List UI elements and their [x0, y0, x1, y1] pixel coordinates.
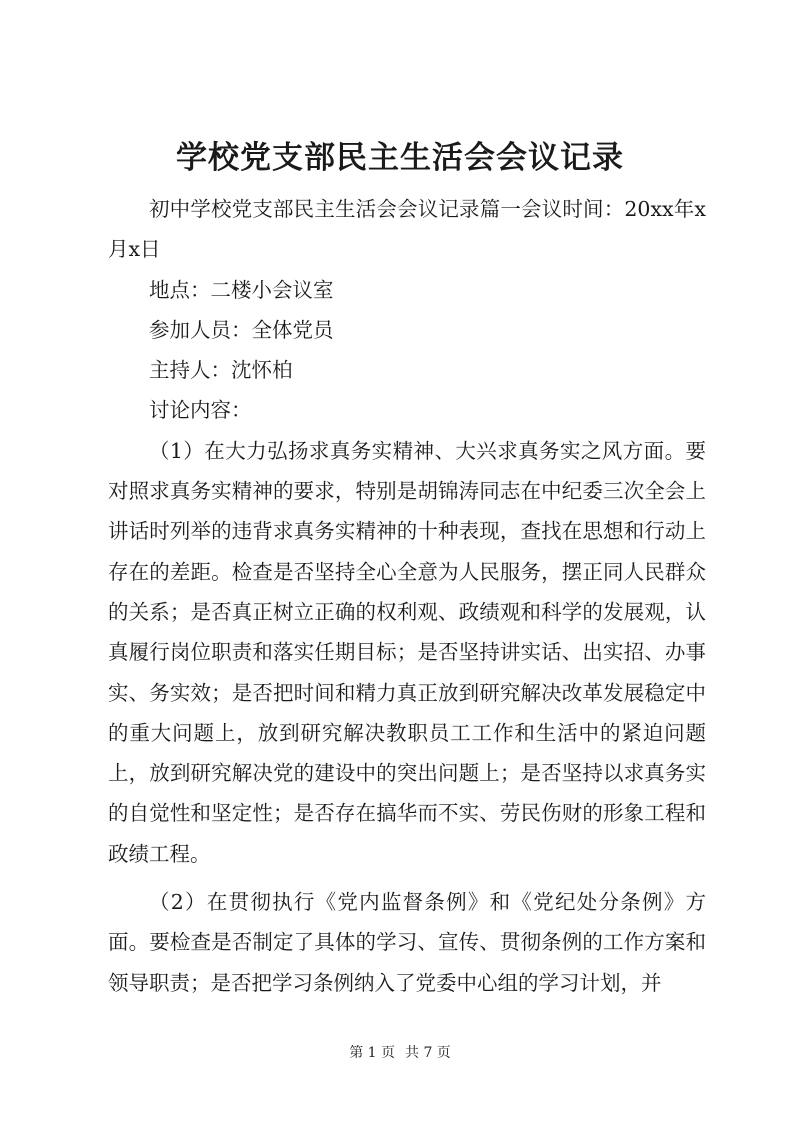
document-title: 学校党支部民主生活会会议记录 — [176, 140, 624, 176]
document-body — [108, 189, 706, 1003]
discussion-paragraph-2: （2）在贯彻执行《党内监督条例》和《党纪处分条例》方面。要检查是否制定了具体的学习、宣传、贯彻条例的工作方案和领导职责；是否把学习条例纳入了党委中心组的学习计划，并 — [108, 890, 706, 995]
discussion-paragraph-1: （1）在大力弘扬求真务实精神、大兴求真务实之风方面。要对照求真务实精神的要求，特别是胡锦涛同志在中纪委三次全会上讲话时列举的违背求真务实精神的十种表现，查找在思想和行动上存在的差距。检查是否坚持全心全意为人民服务，摆正同人民群众的关系；是否真正树立正确的权利观、政绩观和科学的发展观，认真履行岗位职责和落实任期目标；是否坚持讲实话、出实招、办事实、务实效；是否把时间和精力真正放到研究解决改革发展稳定中的重大问题上，放到研究解决教职员工工作和生活中的紧迫问题上，放到研究解决党的建设中的突出问题上；是否坚持以求真务实的自觉性和坚定性；是否存在搞华而不实、劳民伤财的形象工程和政绩工程。 — [108, 438, 706, 866]
intro-line: 初中学校党支部民主生活会会议记录篇一会议时间：20xx年x月x日 — [108, 197, 706, 262]
meeting-host: 主持人：沈怀柏 — [149, 358, 293, 383]
meeting-attendees: 参加人员：全体党员 — [149, 317, 334, 342]
page-total: 共 7 页 — [405, 1045, 451, 1061]
discussion-heading: 讨论内容： — [149, 398, 252, 423]
page-footer — [0, 1043, 800, 1063]
page-number: 第 1 页 — [349, 1045, 395, 1061]
meeting-location: 地点：二楼小会议室 — [149, 277, 334, 302]
